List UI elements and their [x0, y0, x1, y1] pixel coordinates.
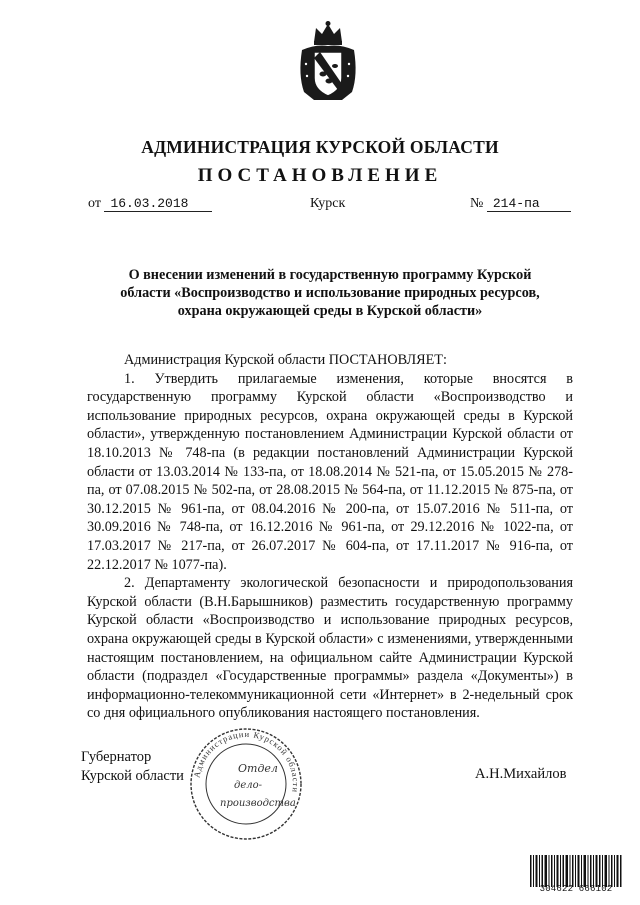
document-subject: [90, 266, 570, 320]
paragraph-2: 2. Департаменту экологической безопасности и природопользования Курской области (В.Н.Барышников) разместить государственную программу Курской области «Воспроизводство и использование природных ресурсов, охрана окружающей среды в Курской области» с изменениями, утвержденными настоящим постановлением, на официальном сайте Администрации Курской области (подраздел «Государственные программы» раздела «Документы») в информационно-телекоммуникационной сети «Интернет» в 2-недельный срок со дня официального опубликования настоящего постановления.: [87, 575, 573, 722]
subject-line: области «Воспроизводство и использование природных ресурсов,: [120, 285, 540, 301]
subject-line: охрана окружающей среды в Курской области»: [177, 303, 483, 319]
signer-name: А.Н.Михайлов: [475, 766, 567, 782]
stamp-line: дело-: [234, 780, 263, 791]
stamp-line: производства: [220, 798, 296, 809]
signer-region: Курской области: [81, 767, 184, 784]
subject-line: О внесении изменений в государственную программу Курской: [128, 267, 532, 283]
signer-position: Губернатор: [81, 749, 152, 765]
date-value: 16.03.2018: [104, 196, 212, 212]
organization-title: АДМИНИСТРАЦИЯ КУРСКОЙ ОБЛАСТИ: [141, 137, 499, 157]
preamble: Администрация Курской области ПОСТАНОВЛЯЕТ:: [124, 352, 447, 368]
number-value: 214-па: [487, 196, 571, 212]
coat-of-arms-icon: [294, 20, 362, 104]
document-type-title: ПОСТАНОВЛЕНИЕ: [197, 165, 443, 186]
document-body: [87, 351, 573, 723]
city-label: Курск: [310, 196, 346, 211]
date-field: [88, 196, 212, 212]
number-field: [470, 196, 571, 212]
number-prefix: №: [470, 196, 484, 211]
stamp-line: Отдел: [238, 762, 278, 775]
date-prefix: от: [88, 196, 101, 211]
stamp-ring-text: Администрации Курской области: [191, 728, 302, 794]
barcode-icon: [530, 855, 622, 887]
barcode-number: 304622 666102: [539, 884, 613, 894]
paragraph-1: 1. Утвердить прилагаемые изменения, которые вносятся в государственную программу Курской области «Воспроизводство и использование природных ресурсов, охрана окружающей среды в Курской области», утвержденную постановлением Администрации Курской области от 18.10.2013 № 748-па (в редакции постановлений Администрации Курской области от 13.03.2014 № 133-па, от 18.08.2014 № 521-па, от 15.05.2015 № 278-па, от 07.08.2015 № 502-па, от 28.08.2015 № 564-па, от 11.12.2015 № 875-па, от 30.12.2015 № 961-па, от 08.04.2016 № 200-па, от 15.07.2016 № 511-па, от 30.09.2016 № 748-па, от 16.12.2016 № 961-па, от 29.12.2016 № 1022-па, от 17.03.2017 № 217-па, от 26.07.2017 № 604-па, от 17.11.2017 № 916-па, от 22.12.2017 № 1077-па).: [87, 370, 573, 573]
signer-title: [81, 748, 184, 785]
official-stamp-icon: [186, 724, 306, 844]
